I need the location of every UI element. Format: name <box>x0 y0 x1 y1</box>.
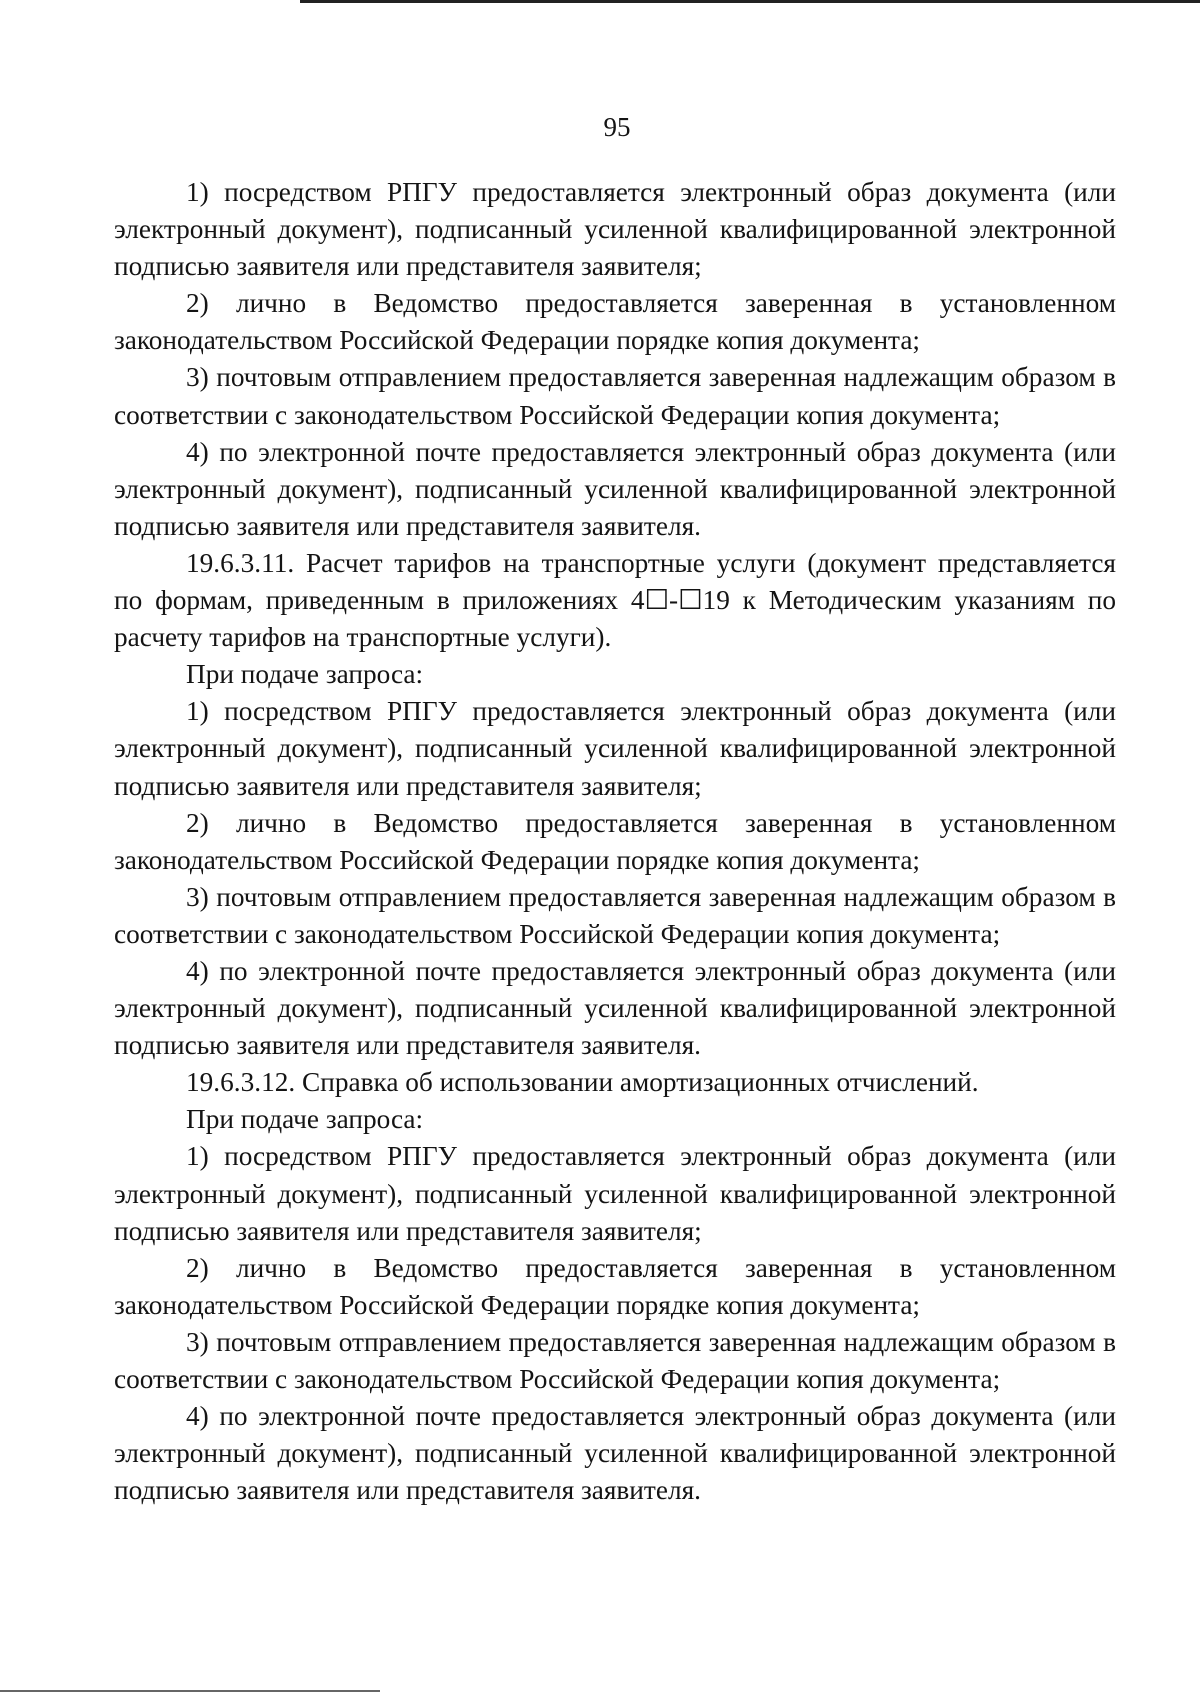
request-intro-2: При подаче запроса: <box>186 1104 424 1135</box>
paragraph-email-3: 4) по электронной почте предоставляется электронный образ документа (или электронный документ), подписанный усиленной квалифицированной электронной подписью заявителя или представителя заявителя. <box>114 1401 1116 1506</box>
page-number: 95 <box>603 112 631 142</box>
paragraph-email-1: 4) по электронной почте предоставляется электронный образ документа (или электронный документ), подписанный усиленной квалифицированной электронной подписью заявителя или представителя заявителя. <box>114 436 1116 541</box>
scan-edge-top <box>300 0 1200 3</box>
paragraph-rpgu-3: 1) посредством РПГУ предоставляется электронный образ документа (или электронный документ), подписанный усиленной квалифицированной электронной подписью заявителя или представителя заявителя; <box>114 1141 1116 1246</box>
request-intro-1: При подаче запроса: <box>186 659 424 690</box>
paragraph-email-2: 4) по электронной почте предоставляется электронный образ документа (или электронный документ), подписанный усиленной квалифицированной электронной подписью заявителя или представителя заявителя. <box>114 955 1116 1061</box>
section-heading-19-6-3-12: 19.6.3.12. Справка об использовании амортизационных отчислений. <box>186 1067 979 1098</box>
paragraph-rpgu-1: 1) посредством РПГУ предоставляется электронный образ документа (или электронный документ), подписанный усиленной квалифицированной электронной подписью заявителя или представителя заявителя; <box>114 177 1116 282</box>
paragraph-post-3: 3) почтовым отправлением предоставляется заверенная надлежащим образом в соответствии с законодательством Российской Федерации копия документа; <box>114 1326 1116 1394</box>
paragraph-post-1: 3) почтовым отправлением предоставляется заверенная надлежащим образом в соответствии с законодательством Российской Федерации копия документа; <box>114 362 1116 430</box>
paragraph-in-person-1: 2) лично в Ведомство предоставляется заверенная в установленном законодательством Российской Федерации порядке копия документа; <box>114 288 1116 356</box>
paragraph-in-person-2: 2) лично в Ведомство предоставляется заверенная в установленном законодательством Российской Федерации порядке копия документа; <box>114 807 1116 875</box>
paragraph-rpgu-2: 1) посредством РПГУ предоставляется электронный образ документа (или электронный документ), подписанный усиленной квалифицированной электронной подписью заявителя или представителя заявителя; <box>114 696 1116 801</box>
document-body <box>114 174 1116 1509</box>
paragraph-post-2: 3) почтовым отправлением предоставляется заверенная надлежащим образом в соответствии с законодательством Российской Федерации копия документа; <box>114 881 1116 949</box>
paragraph-in-person-3: 2) лично в Ведомство предоставляется заверенная в установленном законодательством Российской Федерации порядке копия документа; <box>114 1252 1116 1320</box>
section-heading-19-6-3-11: 19.6.3.11. Расчет тарифов на транспортные услуги (документ представляется по формам, приведенным в приложениях 4☐-☐19 к Методическим указаниям по расчету тарифов на транспортные услуги). <box>114 547 1116 653</box>
